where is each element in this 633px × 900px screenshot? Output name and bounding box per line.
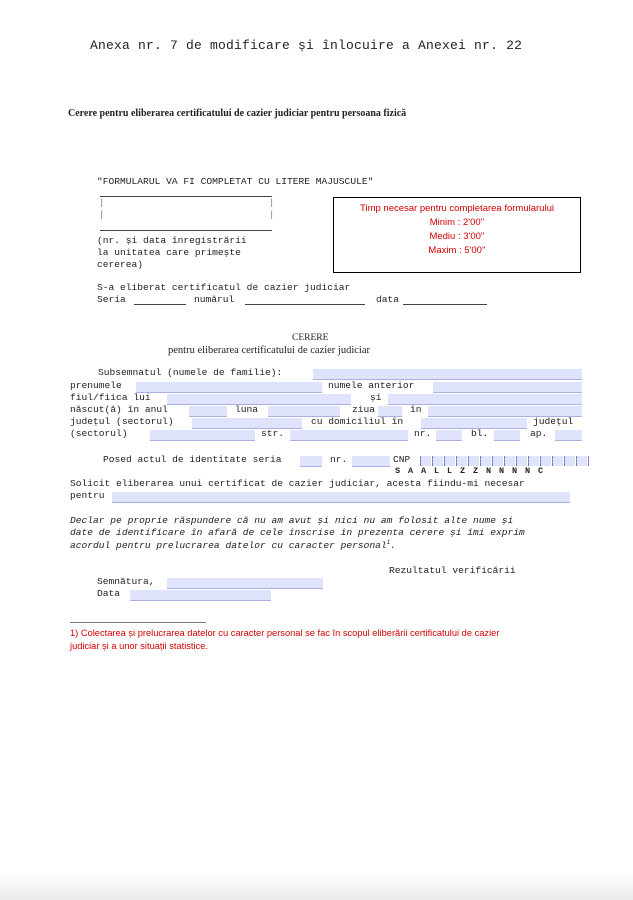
request-purpose-label: Solicit eliberarea unui certificat de cazier judiciar, acesta fiindu-mi necesar — [70, 478, 525, 489]
parent-label: fiul/fiica lui — [70, 392, 151, 403]
surname-label: Subsemnatul (numele de familie): — [98, 367, 283, 378]
time-min: Minim : 2'00'' — [429, 217, 485, 228]
born-year-label: născut(ă) în anul — [70, 404, 168, 415]
request-heading: CERERE — [292, 333, 329, 343]
issued-numarul-label: numărul — [194, 294, 235, 305]
previous-name-label: numele anterior — [328, 380, 415, 391]
declaration-line-3: acordul pentru prelucrarea datelor cu caracter personal$^1$. — [70, 539, 397, 552]
number-label: nr. — [414, 428, 432, 439]
purpose-field[interactable] — [112, 492, 570, 503]
surname-field[interactable] — [313, 369, 582, 380]
apartment-label: ap. — [530, 428, 548, 439]
domicile-sector-label: (sectorul) — [70, 428, 128, 439]
form-subtitle: Cerere pentru eliberarea certificatului de cazier judiciar pentru persoana fizică — [68, 108, 407, 119]
signature-field[interactable] — [167, 578, 323, 589]
purpose-label: pentru — [70, 490, 105, 501]
previous-name-field[interactable] — [433, 382, 582, 393]
born-month-label: luna — [235, 404, 259, 415]
footnote-line-2: judiciar și a unor situații statistice. — [70, 641, 208, 651]
birth-county-field[interactable] — [192, 418, 302, 429]
domicile-label: cu domiciliul în — [311, 416, 404, 427]
instruction-text: "FORMULARUL VA FI COMPLETAT CU LITERE MAJUSCULE" — [97, 176, 374, 187]
id-series-label: Posed actul de identitate seria — [103, 454, 282, 465]
date-label: Data — [97, 588, 121, 599]
time-avg: Mediu : 3'00'' — [429, 231, 485, 242]
cnp-legend: S A A L L Z Z N N N N C — [395, 466, 545, 476]
request-subheading: pentru eliberarea certificatului de cazier judiciar — [168, 345, 371, 356]
verification-result-label: Rezultatul verificării — [389, 565, 516, 576]
time-box-title: Timp necesar pentru completarea formularului — [360, 203, 554, 214]
signature-label: Semnătura, — [97, 576, 155, 587]
apartment-field[interactable] — [555, 430, 582, 441]
issued-seria-line — [134, 304, 186, 305]
date-field[interactable] — [130, 590, 271, 601]
issued-seria-label: Seria — [97, 294, 126, 305]
issued-data-label: data — [376, 294, 400, 305]
born-place-label: în — [410, 404, 422, 415]
footnote-divider — [70, 622, 206, 623]
completion-time-box — [333, 197, 581, 273]
born-day-label: ziua — [352, 404, 376, 415]
domicile-county-label: județul — [533, 416, 574, 427]
birth-year-field[interactable] — [189, 406, 227, 417]
block-label: bl. — [471, 428, 489, 439]
footnote-line-1: 1) Colectarea și prelucrarea datelor cu caracter personal se fac în scopul eliberării certificatului de cazier — [70, 628, 500, 638]
registration-label-2: la unitatea care primește — [97, 247, 241, 258]
and-label: și — [370, 392, 382, 403]
declaration-line-2: date de identificare în afară de cele înscrise în prezenta cerere și îmi exprim — [70, 527, 525, 538]
id-number-field[interactable] — [352, 456, 390, 467]
issued-numarul-line — [245, 304, 365, 305]
annex-title: Anexa nr. 7 de modificare și înlocuire a Anexei nr. 22 — [90, 38, 523, 53]
street-label: str. — [261, 428, 285, 439]
first-name-label: prenumele — [70, 380, 122, 391]
father-name-field[interactable] — [167, 394, 351, 405]
id-number-label: nr. — [330, 454, 348, 465]
declaration-line-1: Declar pe proprie răspundere că nu am avut și nici nu am folosit alte nume și — [70, 515, 514, 526]
time-max: Maxim : 5'00'' — [428, 245, 486, 256]
number-field[interactable] — [436, 430, 462, 441]
birth-county-label: județul (sectorul) — [70, 416, 174, 427]
registration-label-1: (nr. și data înregistrării — [97, 235, 247, 246]
page-bottom-shadow — [0, 872, 633, 900]
street-field[interactable] — [290, 430, 408, 441]
domicile-county-field[interactable] — [150, 430, 255, 441]
issued-data-line — [403, 304, 487, 305]
cnp-label: CNP — [393, 454, 411, 465]
registration-label-3: cererea) — [97, 259, 144, 270]
first-name-field[interactable] — [136, 382, 322, 393]
id-series-field[interactable] — [300, 456, 322, 467]
issued-label: S-a eliberat certificatul de cazier judiciar — [97, 282, 351, 293]
block-field[interactable] — [494, 430, 520, 441]
